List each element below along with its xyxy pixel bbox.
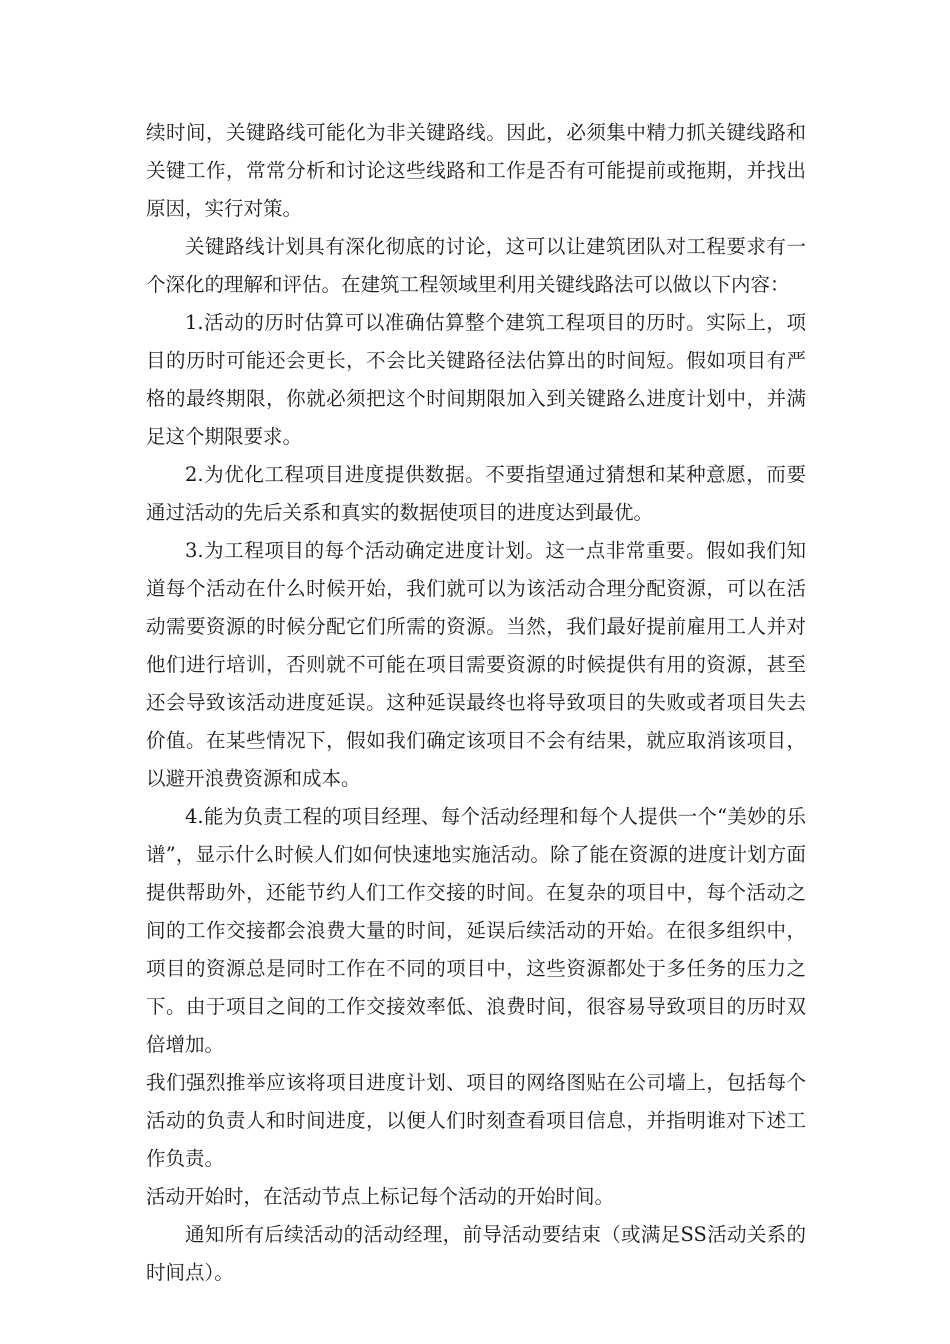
paragraph-item-2: 2.为优化工程项目进度提供数据。不要指望通过猜想和某种意愿，而要通过活动的先后关系和真实的数据使项目的进度达到最优。: [146, 463, 806, 524]
paragraph-critical-path-plan: 关键路线计划具有深化彻底的讨论，这可以让建筑团队对工程要求有一个深化的理解和评估。在建筑工程领域里利用关键线路法可以做以下内容：: [146, 235, 806, 296]
paragraph-activity-start: 活动开始时，在活动节点上标记每个活动的开始时间。: [146, 1185, 615, 1208]
document-page: [146, 114, 806, 1292]
paragraph-item-3: 3.为工程项目的每个活动确定进度计划。这一点非常重要。假如我们知道每个活动在什么时候开始，我们就可以为该活动合理分配资源，可以在活动需要资源的时候分配它们所需的资源。当然，我们最好提前雇用工人并对他们进行培训，否则就不可能在项目需要资源的时候提供有用的资源，甚至还会导致该活动进度延误。这种延误最终也将导致项目的失败或者项目失去价值。在某些情况下，假如我们确定该项目不会有结果，就应取消该项目，以避开浪费资源和成本。: [146, 539, 806, 790]
paragraph-item-1: 1.活动的历时估算可以准确估算整个建筑工程项目的历时。实际上，项目的历时可能还会更长，不会比关键路径法估算出的时间短。假如项目有严格的最终期限，你就必须把这个时间期限加入到关键路么进度计划中，并满足这个期限要求。: [146, 311, 806, 448]
paragraph-recommendation: 我们强烈推举应该将项目进度计划、项目的网络图贴在公司墙上，包括每个活动的负责人和时间进度，以便人们时刻查看项目信息，并指明谁对下述工作负责。: [146, 1071, 806, 1170]
paragraph-item-4: 4.能为负责工程的项目经理、每个活动经理和每个人提供一个“美妙的乐谱”，显示什么时候人们如何快速地实施活动。除了能在资源的进度计划方面提供帮助外，还能节约人们工作交接的时间。在复杂的项目中，每个活动之间的工作交接都会浪费大量的时间，延误后续活动的开始。在很多组织中，项目的资源总是同时工作在不同的项目中，这些资源都处于多任务的压力之下。由于项目之间的工作交接效率低、浪费时间，很容易导致项目的历时双倍增加。: [146, 805, 806, 1056]
paragraph-notify-managers: 通知所有后续活动的活动经理，前导活动要结束（或满足SS活动关系的时间点）。: [146, 1223, 806, 1284]
paragraph-critical-path-intro: 续时间，关键路线可能化为非关键路线。因此，必须集中精力抓关键线路和关键工作，常常分析和讨论这些线路和工作是否有可能提前或拖期，并找出原因，实行对策。: [146, 121, 806, 220]
